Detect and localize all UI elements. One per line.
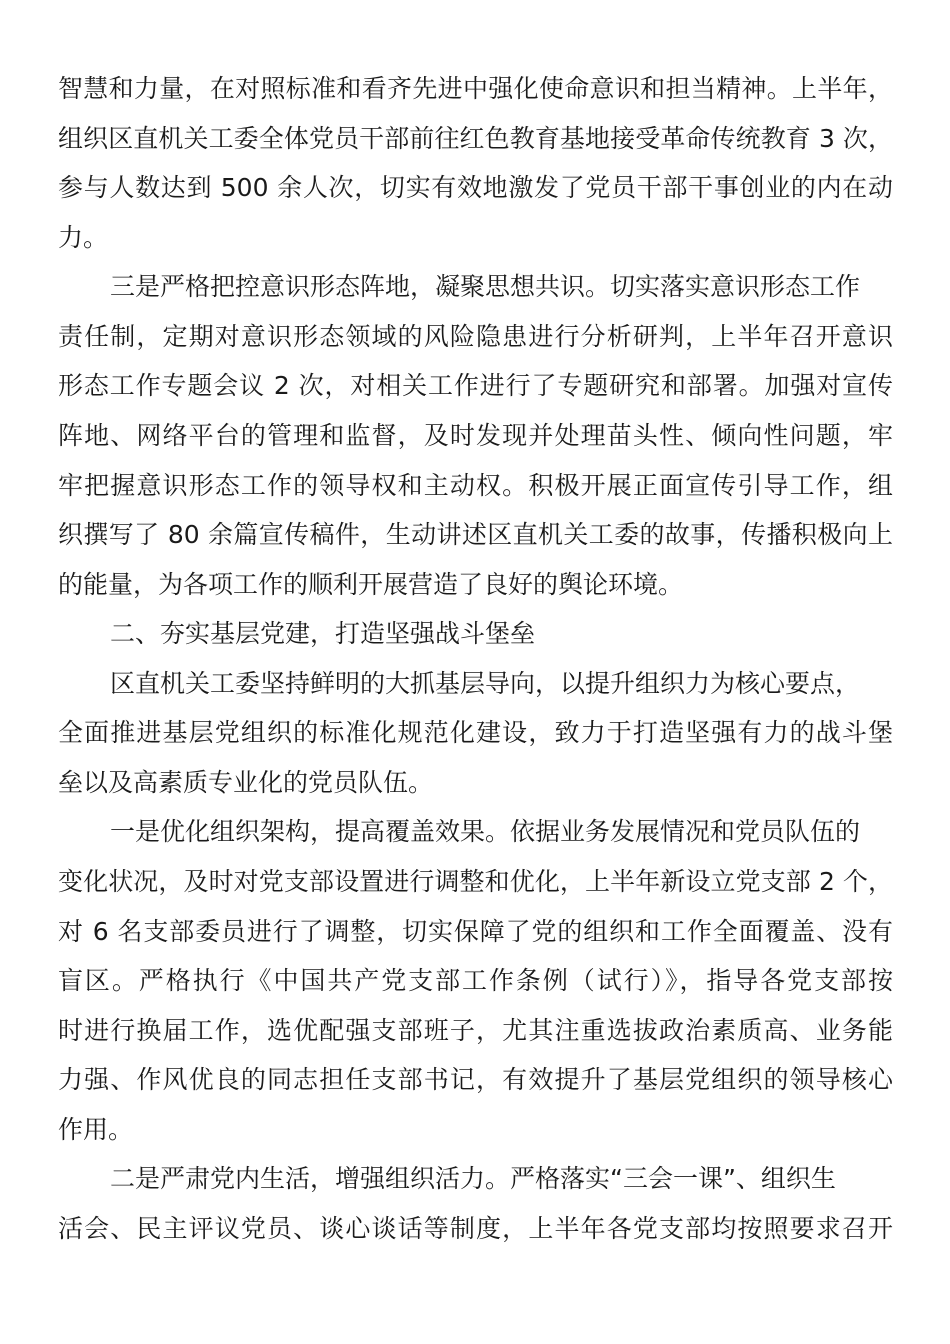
text-line-24: 活会、民主评议党员、谈心谈话等制度，上半年各党支部均按照要求召开	[58, 1214, 893, 1243]
text-line-10: 织撰写了 80 余篇宣传稿件，生动讲述区直机关工委的故事，传播积极向上	[58, 520, 893, 549]
section-heading: 二、夯实基层党建，打造坚强战斗堡垒	[110, 619, 536, 648]
text-line-8: 阵地、网络平台的管理和监督，及时发现并处理苗头性、倾向性问题，牢	[58, 421, 893, 450]
text-line-17: 变化状况，及时对党支部设置进行调整和优化，上半年新设立党支部 2 个，	[58, 867, 893, 896]
text-line-18: 对 6 名支部委员进行了调整，切实保障了党的组织和工作全面覆盖、没有	[58, 917, 893, 946]
text-line-15: 垒以及高素质专业化的党员队伍。	[58, 768, 434, 797]
text-line-5: 三是严格把控意识形态阵地，凝聚思想共识。切实落实意识形态工作	[110, 272, 861, 301]
text-line-21: 力强、作风优良的同志担任支部书记，有效提升了基层党组织的领导核心	[58, 1065, 893, 1094]
text-line-14: 全面推进基层党组织的标准化规范化建设，致力于打造坚强有力的战斗堡	[58, 718, 893, 747]
text-line-16: 一是优化组织架构，提高覆盖效果。依据业务发展情况和党员队伍的	[110, 817, 861, 846]
text-line-23: 二是严肃党内生活，增强组织活力。严格落实“三会一课”、组织生	[110, 1164, 836, 1193]
text-line-1: 智慧和力量，在对照标准和看齐先进中强化使命意识和担当精神。上半年，	[58, 74, 893, 103]
text-line-7: 形态工作专题会议 2 次，对相关工作进行了专题研究和部署。加强对宣传	[58, 371, 893, 400]
text-line-9: 牢把握意识形态工作的领导权和主动权。积极开展正面宣传引导工作，组	[58, 471, 893, 500]
text-line-2: 组织区直机关工委全体党员干部前往红色教育基地接受革命传统教育 3 次，	[58, 124, 893, 153]
text-line-19: 盲区。严格执行《中国共产党支部工作条例（试行）》，指导各党支部按	[58, 966, 893, 995]
text-line-3: 参与人数达到 500 余人次，切实有效地激发了党员干部干事创业的内在动	[58, 173, 893, 202]
text-line-22: 作用。	[58, 1115, 134, 1144]
text-line-6: 责任制，定期对意识形态领域的风险隐患进行分析研判，上半年召开意识	[58, 322, 893, 351]
text-line-11: 的能量，为各项工作的顺利开展营造了良好的舆论环境。	[58, 570, 684, 599]
text-line-4: 力。	[58, 223, 109, 252]
text-line-13: 区直机关工委坚持鲜明的大抓基层导向，以提升组织力为核心要点，	[110, 669, 861, 698]
text-line-20: 时进行换届工作，选优配强支部班子，尤其注重选拔政治素质高、业务能	[58, 1016, 893, 1045]
